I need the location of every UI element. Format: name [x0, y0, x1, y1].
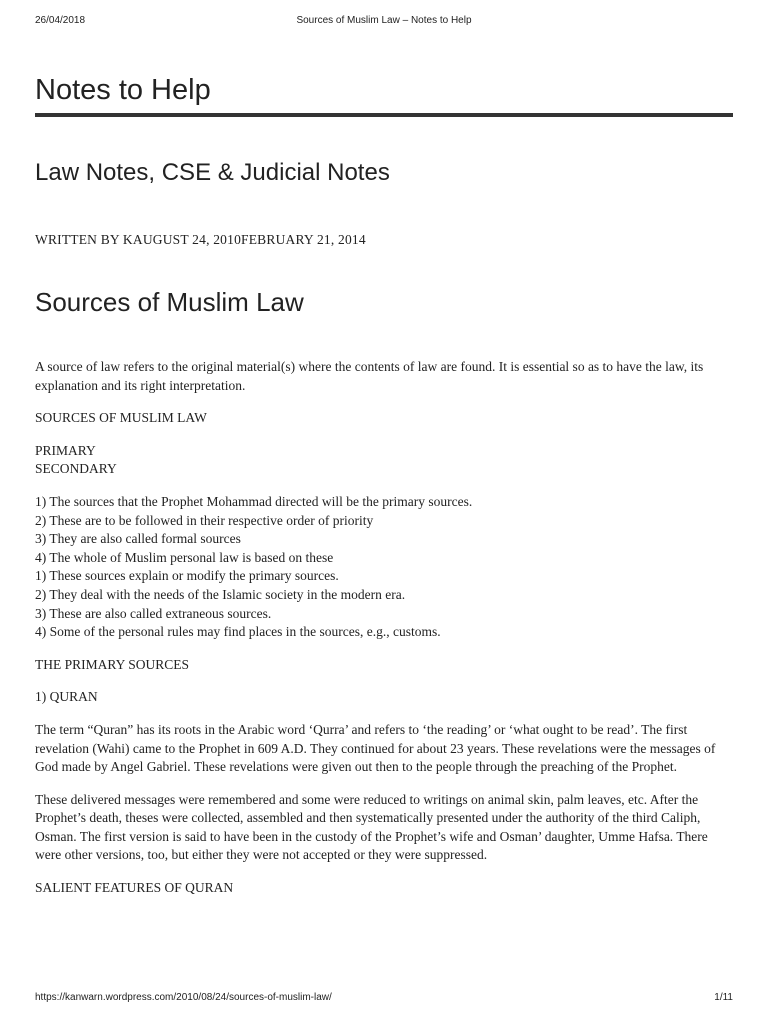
print-url: https://kanwarn.wordpress.com/2010/08/24/sources-of-muslim-law/ — [35, 992, 332, 1003]
print-date: 26/04/2018 — [35, 15, 86, 26]
list-item: 4) The whole of Muslim personal law is based on these — [35, 549, 334, 565]
print-header — [35, 15, 733, 31]
sources-heading: SOURCES OF MUSLIM LAW — [35, 410, 207, 426]
quran-heading: 1) QURAN — [35, 689, 98, 705]
quran-paragraph-2: These delivered messages were remembered and some were reduced to writings on animal skin, palm leaves, etc. After the Prophet’s death, theses were collected, assembled and then systematically presented under the authority of the third Caliph, Osman. The first version is said to have been in the custody of the Prophet’s wife and Osman’ daughter, Umme Hafsa. There were other versions, too, but either they were not accepted or they were suppressed. — [35, 791, 708, 863]
page-number: 1/11 — [714, 992, 733, 1003]
primary-sources-heading: THE PRIMARY SOURCES — [35, 656, 190, 672]
list-item: 2) They deal with the needs of the Islamic society in the modern era. — [35, 586, 406, 602]
list-item: 4) Some of the personal rules may find places in the sources, e.g., customs. — [35, 624, 441, 640]
list-item: 3) These are also called extraneous sources. — [35, 605, 272, 621]
post-title: Sources of Muslim Law — [35, 287, 304, 317]
post-content — [35, 358, 733, 912]
post-byline: WRITTEN BY KAUGUST 24, 2010FEBRUARY 21, 2014 — [35, 232, 366, 247]
header-divider — [35, 113, 733, 117]
intro-paragraph: A source of law refers to the original material(s) where the contents of law are found. It is essential so as to have the law, its explanation and its right interpretation. — [35, 359, 704, 393]
list-item: 1) These sources explain or modify the primary sources. — [35, 568, 339, 584]
print-footer — [35, 992, 733, 1008]
quran-paragraph-1: The term “Quran” has its roots in the Arabic word ‘Qurra’ and refers to ‘the reading’ or ‘what ought to be read’. The first revelation (Wahi) came to the Prophet in 609 A.D. They continued for about 23 years. These revelations were the messages of God made by Angel Gabriel. These revelations were given out then to the people through the preaching of the Prophet. — [35, 721, 716, 775]
list-item: 1) The sources that the Prophet Mohammad directed will be the primary sources. — [35, 493, 473, 509]
source-type-primary: PRIMARY — [35, 442, 96, 458]
site-title-link[interactable]: Notes to Help — [35, 74, 211, 106]
print-page-title: Sources of Muslim Law – Notes to Help — [296, 15, 472, 26]
site-tagline: Law Notes, CSE & Judicial Notes — [35, 159, 390, 186]
points-list — [35, 493, 733, 642]
list-item: 2) These are to be followed in their respective order of priority — [35, 512, 374, 528]
source-type-secondary: SECONDARY — [35, 461, 117, 477]
list-item: 3) They are also called formal sources — [35, 531, 241, 547]
source-types-list — [35, 442, 733, 479]
features-heading: SALIENT FEATURES OF QURAN — [35, 880, 234, 896]
